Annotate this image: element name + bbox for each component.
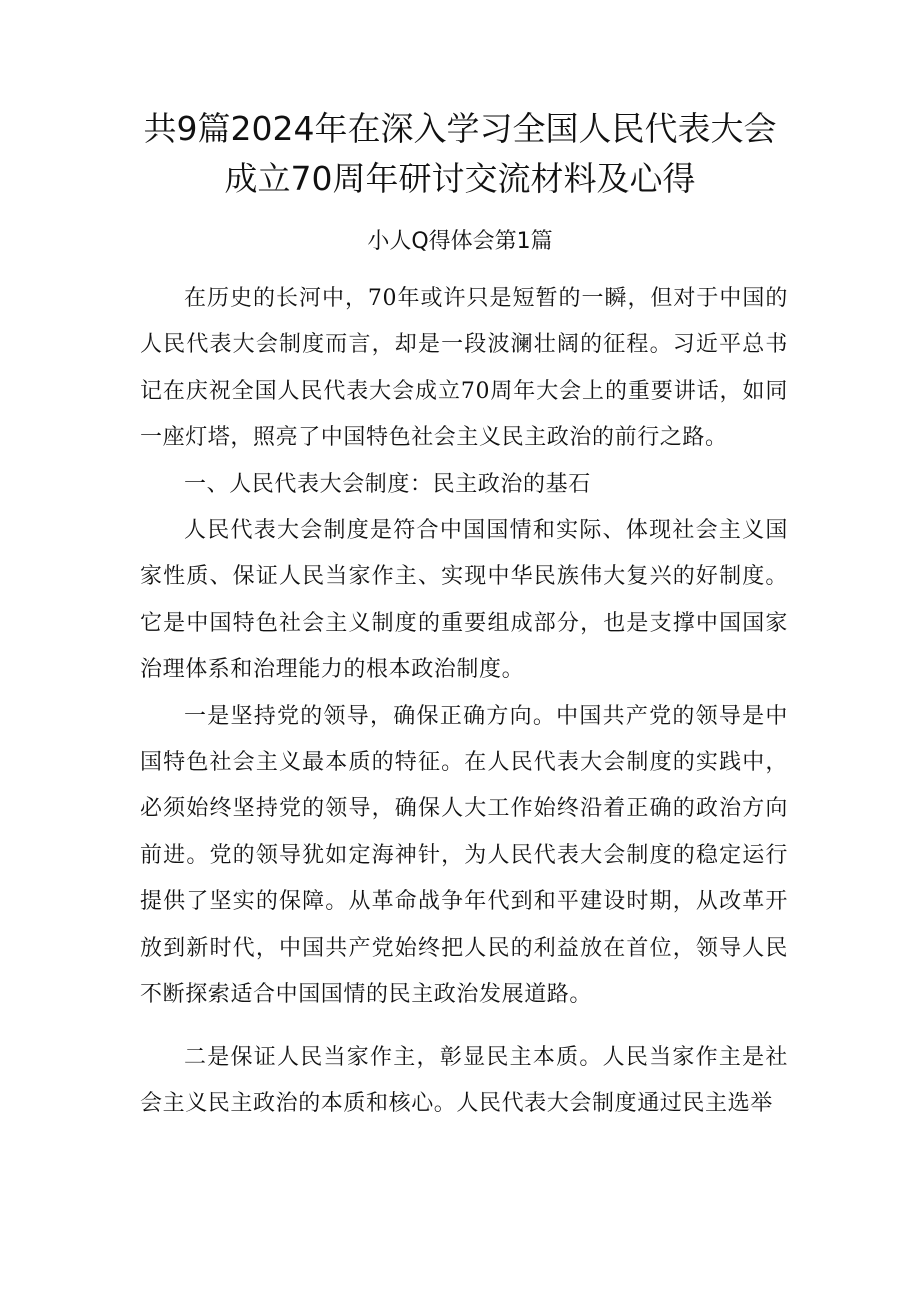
paragraph-point-one: 一是坚持党的领导，确保正确方向。中国共产党的领导是中国特色社会主义最本质的特征。在人民代表大会制度的实践中，必须始终坚持党的领导，确保人大工作始终沿着正确的政治方向前进。党的领导犹如定海神针，为人民代表大会制度的稳定运行提供了坚实的保障。从革命战争年代到和平建设时期，从改革开放到新时代，中国共产党始终把人民的利益放在首位，领导人民不断探索适合中国国情的民主政治发展道路。 <box>140 703 788 1008</box>
document-subtitle: 小人Q得体会第1篇 <box>367 229 553 254</box>
document-title: 共9篇2024年在深入学习全国人民代表大会成立70周年研讨交流材料及心得 <box>143 109 777 198</box>
document-body <box>140 276 788 1127</box>
paragraph-intro: 在历史的长河中，70年或许只是短暂的一瞬，但对于中国的人民代表大会制度而言，却是一段波澜壮阔的征程。习近平总书记在庆祝全国人民代表大会成立70周年大会上的重要讲话，如同一座灯塔，照亮了中国特色社会主义民主政治的前行之路。 <box>140 286 788 451</box>
paragraph-point-two: 二是保证人民当家作主，彰显民主本质。人民当家作主是社会主义民主政治的本质和核心。人民代表大会制度通过民主选举 <box>140 1044 788 1116</box>
section-heading: 一、人民代表大会制度：民主政治的基石 <box>184 471 591 497</box>
paragraph-system: 人民代表大会制度是符合中国国情和实际、体现社会主义国家性质、保证人民当家作主、实现中华民族伟大复兴的好制度。它是中国特色社会主义制度的重要组成部分，也是支撑中国国家治理体系和治理能力的根本政治制度。 <box>140 518 788 683</box>
